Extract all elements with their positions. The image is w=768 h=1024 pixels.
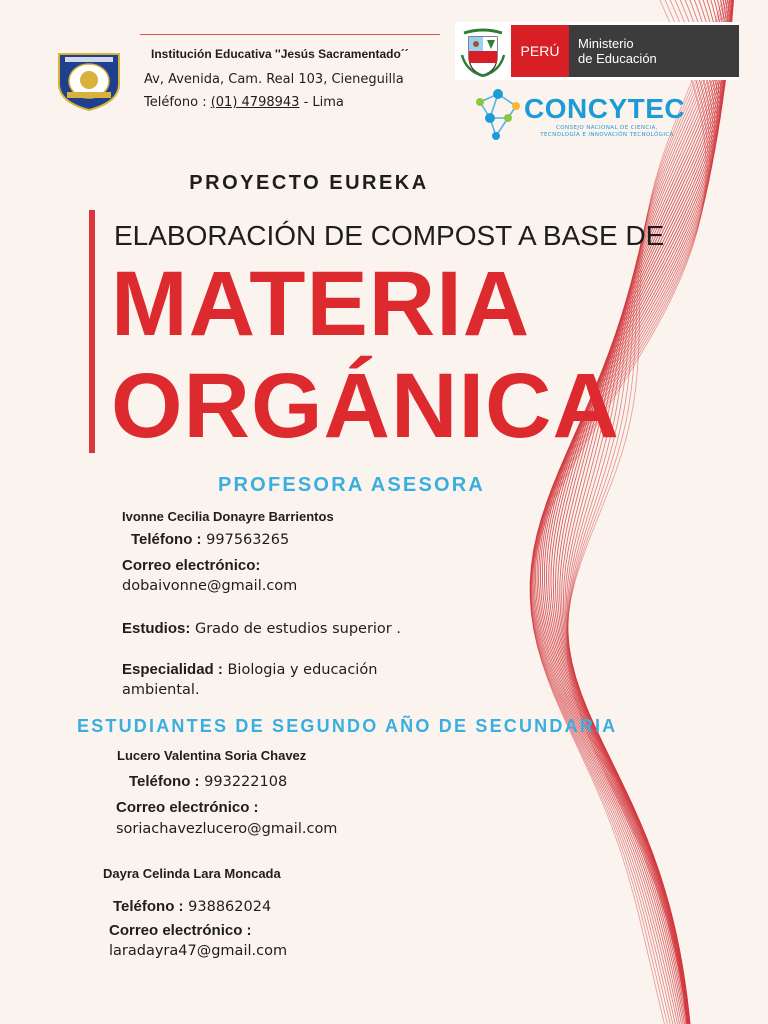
ministry-name-line2: de Educación — [578, 51, 657, 66]
advisor-email-label-row — [122, 557, 260, 574]
title-word-1: MATERIA — [111, 253, 531, 355]
project-title-row — [0, 172, 768, 195]
advisor-heading: PROFESORA ASESORA — [218, 474, 486, 496]
advisor-email-label: Correo electrónico: — [122, 557, 261, 574]
student-name: Dayra Celinda Lara Moncada — [103, 866, 281, 881]
student-email[interactable]: soriachavezlucero@gmail.com — [116, 821, 338, 837]
wave-line — [532, 0, 719, 1024]
institution-phone-suffix: - Lima — [299, 95, 344, 110]
student-phone-label: Teléfono : — [113, 898, 184, 915]
institution-address: Av, Avenida, Cam. Real 103, Cieneguilla — [144, 72, 404, 87]
wave-line — [544, 0, 728, 1024]
institution-phone — [144, 95, 344, 110]
wave-line — [530, 0, 711, 1024]
institution-phone-label: Teléfono : — [144, 95, 211, 110]
advisor-specialty-cont: ambiental. — [122, 682, 200, 698]
project-title: PROYECTO EUREKA — [189, 172, 429, 194]
ministry-name-line1: Ministerio — [578, 36, 634, 51]
wave-line — [531, 0, 706, 1024]
student-email[interactable]: laradayra47@gmail.com — [109, 943, 288, 959]
advisor-name: Ivonne Cecilia Donayre Barrientos — [122, 509, 334, 524]
advisor-specialty-value: Biologia y educación — [222, 662, 378, 678]
wave-line — [558, 0, 734, 1024]
student-phone-value: 938862024 — [183, 899, 272, 915]
student-phone — [129, 773, 287, 790]
wave-line — [567, 0, 727, 1024]
student-phone-label: Teléfono : — [129, 773, 200, 790]
concytec-subtitle-line1: CONSEJO NACIONAL DE CIENCIA, — [556, 125, 658, 131]
concytec-name: CONCYTEC — [524, 93, 686, 124]
student-email-label-row — [109, 922, 252, 939]
student-email-label: Correo electrónico : — [109, 922, 252, 939]
wave-line — [530, 0, 713, 1024]
concytec-subtitle-line2: TECNOLOGÍA E INNOVACIÓN TECNOLÓGICA — [540, 132, 674, 138]
advisor-phone-value: 997563265 — [201, 532, 290, 548]
ministry-country-label: PERÚ — [511, 25, 569, 77]
advisor-specialty-label: Especialidad : — [122, 661, 223, 678]
peru-coat-of-arms-icon — [460, 27, 506, 77]
advisor-studies-value: Grado de estudios superior . — [190, 621, 401, 637]
network-molecule-icon — [470, 84, 526, 144]
student-name: Lucero Valentina Soria Chavez — [117, 748, 307, 763]
advisor-specialty — [122, 661, 377, 678]
ministry-name — [569, 25, 739, 77]
school-crest-icon — [55, 50, 123, 112]
advisor-phone-label: Teléfono : — [131, 531, 202, 548]
wave-line — [537, 0, 724, 1024]
advisor-email[interactable]: dobaivonne@gmail.com — [122, 578, 298, 594]
header-rule — [140, 34, 440, 35]
institution-phone-number[interactable]: (01) 4798943 — [210, 95, 300, 110]
student-email-label-row — [116, 799, 259, 816]
institution-name: Institución Educativa ''Jesús Sacramentado´´ — [151, 47, 409, 61]
advisor-phone — [131, 531, 289, 548]
students-heading: ESTUDIANTES DE SEGUNDO AÑO DE SECUNDARIA — [77, 716, 618, 736]
wave-line — [530, 0, 714, 1024]
student-phone-value: 993222108 — [199, 774, 288, 790]
title-accent-bar — [89, 210, 95, 453]
student-email-label: Correo electrónico : — [116, 799, 259, 816]
advisor-studies — [122, 620, 401, 637]
student-phone — [113, 898, 271, 915]
project-subtitle: ELABORACIÓN DE COMPOST A BASE DE — [114, 220, 665, 251]
wave-line — [549, 0, 731, 1024]
advisor-studies-label: Estudios: — [122, 620, 191, 637]
concytec-subtitle — [528, 125, 686, 139]
title-word-2: ORGÁNICA — [111, 355, 620, 457]
